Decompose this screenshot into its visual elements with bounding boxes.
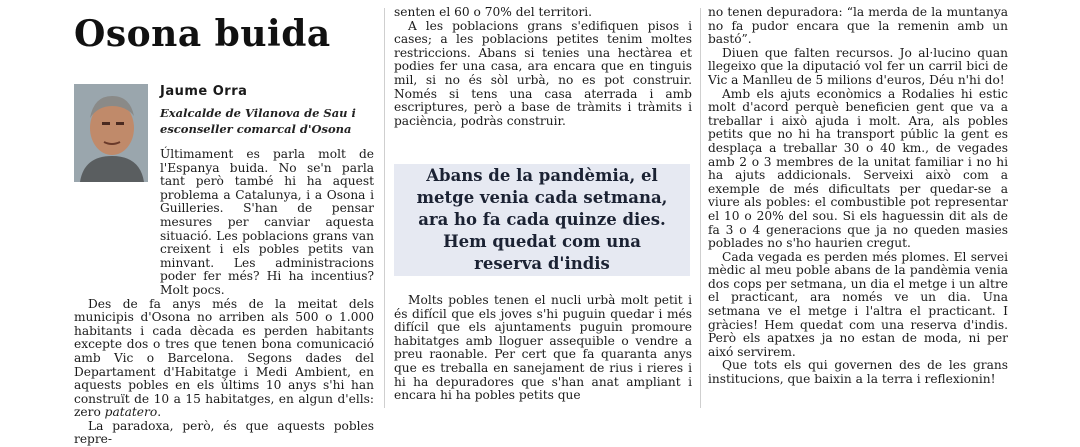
author-photo <box>74 84 148 182</box>
paragraph: Diuen que falten recursos. Jo al·lucino quan llegeixo que la diputació vol fer un carril bici de Vic a Manlleu de 5 milions d'euros, Déu n'hi do! <box>708 45 1008 87</box>
column-divider <box>700 8 701 408</box>
column-divider <box>384 8 385 408</box>
text-run: Des de fa anys més de la meitat dels municipis d'Osona no arriben als 500 o 1.000 habitants i cada dècada es perden habitants excepte dos o tres que tenen bona comunicació amb Vic o Barcelona. Segons dades del Departament d'Habitatge i Medi Ambient, en aquests pobles en els últims 10 anys s'hi han construït de 10 a 15 habitatges, en algun d'ells: zero <box>74 296 374 420</box>
author-name: Jaume Orra <box>160 84 248 99</box>
paragraph: Que tots els qui governen des de les grans institucions, que baixin a la terra i reflexionin! <box>708 358 1008 387</box>
column-3 <box>708 6 1008 387</box>
text-run: . <box>157 405 162 420</box>
paragraph: Molts pobles tenen el nucli urbà molt petit i és difícil que els joves s'hi puguin quedar i més difícil que els ajuntaments puguin promoure habitatges amb lloguer assequible o vendre a preu raonable. Per cert que fa quaranta anys que es treballa en sanejament de rius i rieres i hi ha depuradores que s'han anat ampliant i encara hi ha pobles petits que <box>394 293 692 403</box>
paragraph <box>74 298 374 420</box>
portrait-image <box>74 84 148 182</box>
paragraph: Últimament es parla molt de l'Espanya buida. No se'n parla tant però també hi ha aquest problema a Catalunya, i a Osona i Guilleries. S'han de pensar mesures per canviar aquesta situació. Les poblacions grans van creixent i els pobles petits van minvant. Les administracions poder fer més? Hi ha incentius? Molt pocs. <box>160 147 374 297</box>
column-2-lower <box>394 294 692 403</box>
pull-quote <box>394 164 690 276</box>
headline: Osona buida <box>74 13 331 55</box>
column-2 <box>394 6 692 128</box>
author-block <box>74 84 374 184</box>
paragraph: La paradoxa, però, és que aquests pobles repre- <box>74 418 374 447</box>
paragraph: senten el 60 o 70% del territori. <box>394 5 592 19</box>
italic-text: patatero <box>104 405 158 420</box>
paragraph: no tenen depuradora: “la merda de la muntanya no fa pudor encara que la remenin amb un bastó”. <box>708 5 1008 47</box>
column-1-text <box>74 148 374 447</box>
paragraph: A les poblacions grans s'edifiquen pisos i cases; a les poblacions petites tenim moltes restriccions. Abans si tenies una hectàrea et podies fer una casa, ara encara que en tinguis mil, si no és sòl urbà, no es pot construir. Només si tens una casa aterrada i amb escriptures, però a base de tràmits i tràmits i paciència, podràs construir. <box>394 18 692 128</box>
paragraph: Amb els ajuts econòmics a Rodalies hi estic molt d'acord perquè beneficien gent que va a treballar i això ajuda i molt. Ara, als pobles petits que no hi ha transport públic la gent es desplaça a treballar 30 o 40 km., de vegades amb 2 o 3 membres de la unitat familiar i no hi ha ajuts addicionals. Serveixi això com a exemple de més dificultats per quedar-se a viure als pobles: el combustible pot representar el 10 o 20% del sou. Si els haguessin dit als de fa 3 o 4 generacions que ja no queden masies poblades no s'ho haurien cregut. <box>708 86 1008 251</box>
pull-quote-text: Abans de la pandèmia, el metge venia cada setmana, ara ho fa cada quinze dies. Hem quedat com una reserva d'indis <box>416 166 668 273</box>
paragraph: Cada vegada es perden més plomes. El servei mèdic al meu poble abans de la pandèmia venia dos cops per setmana, un dia el metge i un altre el practicant, ara només ve un dia. Una setmana ve el metge i l'altra el practicant. I gràcies! Hem quedat com una reserva d'indis. Però els apatxes ja no estan de moda, ni per aixó servirem. <box>708 249 1008 359</box>
column-1 <box>74 14 374 447</box>
author-role: Exalcalde de Vilanova de Sau i esconseller comarcal d'Osona <box>160 106 356 136</box>
author-meta <box>160 84 380 137</box>
